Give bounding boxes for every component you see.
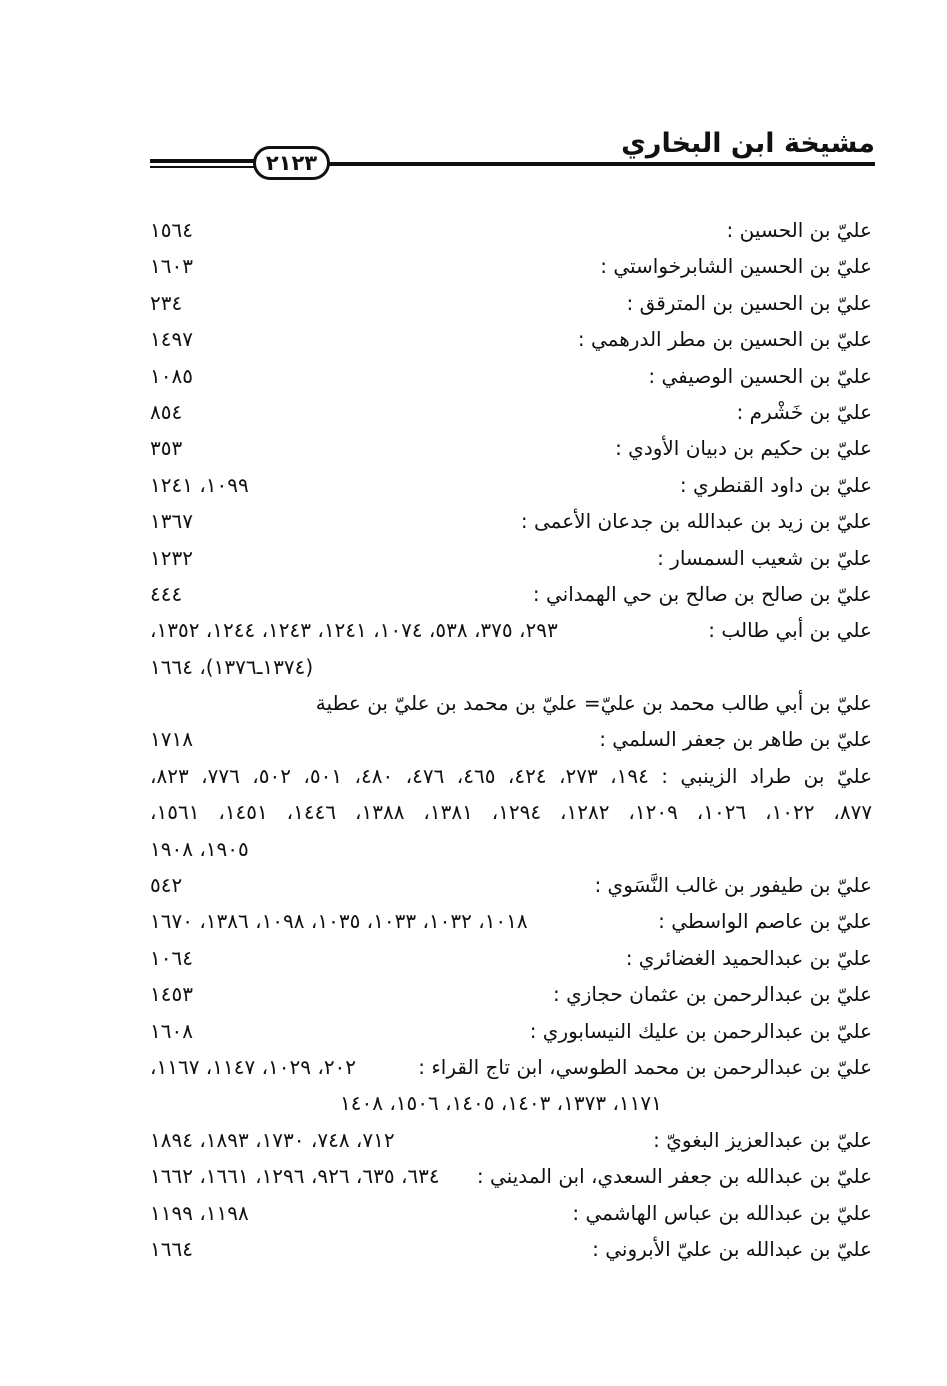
index-entry [150,976,872,1012]
index-entry [150,867,872,903]
entry-text: عليّ بن طراد الزينبي : ١٩٤، ٢٧٣، ٤٢٤، ٤٦٥، ٤٧٦، ٤٨٠، ٥٠١، ٥٠٢، ٧٧٦، ٨٢٣، [150,763,873,788]
index-entry [150,1231,872,1267]
entry-name: عليّ بن الحسين الوصيفي : [648,363,872,388]
entry-name: عليّ بن صالح بن صالح بن حي الهمداني : [532,581,872,606]
entry-references: ١١٧١، ١٣٧٣، ١٤٠٣، ١٤٠٥، ١٥٠٦، ١٤٠٨ [340,1091,662,1116]
index-entries [150,212,872,1267]
index-entry [150,758,872,794]
entry-references: ١١٩٨، ١١٩٩ [150,1200,249,1225]
entry-name: عليّ بن حكيم بن دبيان الأودي : [615,436,872,461]
index-entry-continuation [150,649,872,685]
index-entry [150,358,872,394]
index-entry [150,285,872,321]
entry-see-also: عليّ بن أبي طالب محمد بن عليّ= عليّ بن محمد بن عليّ بن عطية [315,691,872,716]
entry-references: ١٣٦٧ [150,509,193,534]
entry-references: ١٠٦٤ [150,945,193,970]
index-entry [150,503,872,539]
entry-references: ١٠٩٩، ١٢٤١ [150,472,249,497]
index-entry-continuation [150,831,872,867]
index-entry [150,1049,872,1085]
entry-references: ١٦٠٣ [150,254,193,279]
entry-name: عليّ بن شعيب السمسار : [657,545,872,570]
entry-name: عليّ بن داود القنطري : [679,472,872,497]
index-entry [150,721,872,757]
entry-references: ٢٣٤ [150,290,183,315]
entry-references: ٤٤٤ [150,581,183,606]
entry-references: ١٦٦٤ [150,1236,193,1261]
entry-references: ١٧١٨ [150,727,193,752]
entry-references: ١٠١٨، ١٠٣٢، ١٠٣٣، ١٠٣٥، ١٠٩٨، ١٣٨٦، ١٦٧٠ [150,909,528,934]
entry-references: ٨٧٧، ١٠٢٢، ١٠٢٦، ١٢٠٩، ١٢٨٢، ١٢٩٤، ١٣٨١، ١٣٨٨، ١٤٤٦، ١٤٥١، ١٥٦١، [150,800,873,825]
entry-references: ١٤٩٧ [150,327,193,352]
index-entry [150,612,872,648]
entry-references: ٧١٢، ٧٤٨، ١٧٣٠، ١٨٩٣، ١٨٩٤ [150,1127,395,1152]
book-title: مشيخة ابن البخاري [621,128,875,159]
entry-references: ١٤٥٣ [150,982,193,1007]
index-entry [150,248,872,284]
entry-name: علي بن أبي طالب : [708,618,872,643]
entry-references: ٢٠٢، ١٠٢٩، ١١٤٧، ١١٦٧، [150,1054,357,1079]
entry-references: ١٥٦٤ [150,218,193,242]
entry-name: عليّ بن عبدالرحمن بن عليك النيسابوري : [529,1018,872,1043]
entry-references: ٢٩٣، ٣٧٥، ٥٣٨، ١٠٧٤، ١٢٤١، ١٢٤٣، ١٢٤٤، ١٣٥٢، [150,618,558,643]
page-header [150,118,875,188]
index-entry [150,1122,872,1158]
entry-name: عليّ بن طاهر بن جعفر السلمي : [599,727,872,752]
entry-name: عليّ بن عبدالله بن عباس الهاشمي : [572,1200,872,1225]
index-entry [150,576,872,612]
entry-name: عليّ بن الحسين بن المترقق : [626,290,872,315]
entry-references: (١٣٧٤ـ١٣٧٦)، ١٦٦٤ [150,654,314,679]
index-entry [150,467,872,503]
entry-name: عليّ بن الحسين الشابرخواستي : [600,254,872,279]
index-entry [150,321,872,357]
index-entry [150,212,872,248]
index-entry [150,1158,872,1194]
index-entry [150,1013,872,1049]
index-entry [150,903,872,939]
entry-name: عليّ بن طيفور بن غالب النَّسَوي : [594,873,872,898]
entry-name: عليّ بن زيد بن عبدالله بن جدعان الأعمى : [520,509,872,534]
entry-name: عليّ بن عبدالحميد الغضائري : [625,945,872,970]
entry-name: عليّ بن خَشْرم : [736,399,872,424]
index-entry-continuation [150,1085,872,1121]
index-entry-continuation [150,794,872,830]
entry-references: ٣٥٣ [150,436,183,461]
entry-references: ٦٣٤، ٦٣٥، ٩٢٦، ١٢٩٦، ١٦٦١، ١٦٦٢ [150,1164,440,1189]
entry-name: عليّ بن عبدالله بن عليّ الأبروني : [592,1236,872,1261]
entry-references: ١٠٨٥ [150,363,193,388]
entry-references: ١٢٣٢ [150,545,193,570]
header-rule-right [328,162,875,166]
index-entry [150,394,872,430]
index-entry-cross-reference [150,685,872,721]
index-entry [150,1195,872,1231]
index-entry [150,940,872,976]
entry-references: ٥٤٢ [150,873,183,898]
entry-name: عليّ بن الحسين بن مطر الدرهمي : [577,327,872,352]
entry-references: ٨٥٤ [150,399,183,424]
entry-name: عليّ بن عبدالله بن جعفر السعدي، ابن المديني : [476,1164,872,1189]
entry-name: عليّ بن عبدالرحمن بن محمد الطوسي، ابن تاج القراء : [418,1054,872,1079]
entry-references: ١٩٠٥، ١٩٠٨ [150,836,249,861]
entry-name: عليّ بن الحسين : [726,218,872,242]
page-number: ٢١٢٣ [253,146,330,180]
entry-name: عليّ بن عاصم الواسطي : [658,909,872,934]
index-entry [150,540,872,576]
entry-name: عليّ بن عبدالرحمن بن عثمان حجازي : [553,982,872,1007]
entry-references: ١٦٠٨ [150,1018,193,1043]
entry-name: عليّ بن عبدالعزيز البغويّ : [653,1127,872,1152]
header-rule-left [150,159,255,170]
index-entry [150,430,872,466]
